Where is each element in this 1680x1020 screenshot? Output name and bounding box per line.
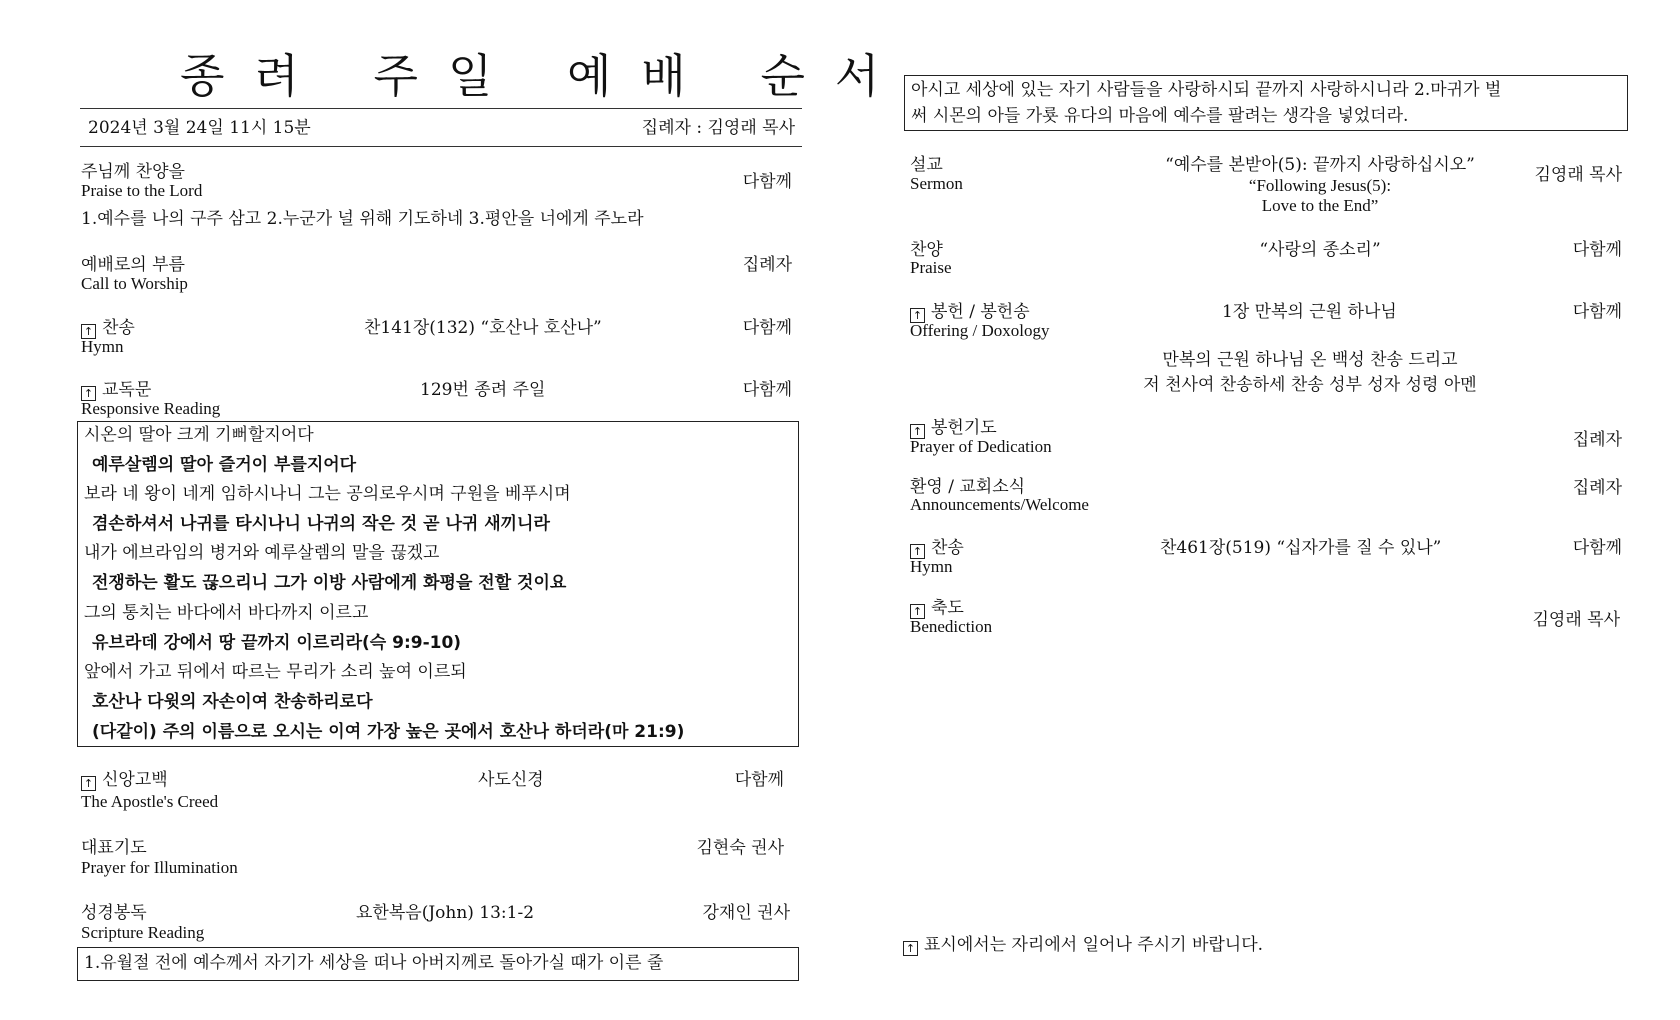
header-top-rule <box>80 108 802 109</box>
scripture-continued-line: 아시고 세상에 있는 자기 사람들을 사랑하시되 끝까지 사랑하시니라 2.마귀가 벌 <box>911 80 1502 100</box>
item-reading-en: Responsive Reading <box>81 399 221 418</box>
service-date: 2024년 3월 24일 11시 15분 <box>88 118 311 138</box>
praise-song-list: 1.예수를 나의 구주 삼고 2.누군가 널 위해 기도하네 3.평안을 너에게 주노라 <box>81 209 644 229</box>
item-hymn-2-en: Hymn <box>910 557 953 576</box>
item-praise-2-en: Praise <box>910 258 952 277</box>
sermon-title-en-1: “Following Jesus(5): <box>1248 176 1392 195</box>
reading-line-people: 호산나 다윗의 자손이여 찬송하리로다 <box>92 692 373 712</box>
up-arrow-box-icon: ↑ <box>903 941 918 956</box>
up-arrow-box-icon: ↑ <box>81 776 96 791</box>
item-praise-who: 다함께 <box>742 172 792 192</box>
item-welcome-ko: 환영 / 교회소식 <box>910 477 1026 497</box>
item-dedication-ko: 봉헌기도 <box>931 418 997 438</box>
up-arrow-box-icon: ↑ <box>910 308 925 323</box>
item-benediction-who: 김영래 목사 <box>1532 610 1620 630</box>
item-offering-detail: 1장 만복의 근원 하나님 <box>1222 302 1397 322</box>
item-reading-ko: 교독문 <box>102 380 152 400</box>
item-dedication-who: 집례자 <box>1572 430 1622 450</box>
item-scripture-who: 강재인 권사 <box>702 903 790 923</box>
item-praise-2-detail: “사랑의 종소리” <box>1259 240 1381 260</box>
up-arrow-box-icon: ↑ <box>910 604 925 619</box>
doxology-lyric-line: 저 천사여 찬송하세 찬송 성부 성자 성령 아멘 <box>1143 375 1477 395</box>
item-creed-ko: 신앙고백 <box>102 770 168 790</box>
item-prayer-ko: 대표기도 <box>81 838 147 858</box>
page-title: 종려 주일 예배 순서 <box>180 49 910 103</box>
reading-line-people: 예루살렘의 딸아 즐거이 부를지어다 <box>92 455 357 475</box>
item-benediction-en: Benediction <box>910 617 993 636</box>
item-dedication-en: Prayer of Dedication <box>910 437 1052 456</box>
item-scripture-en: Scripture Reading <box>81 923 205 942</box>
up-arrow-box-icon: ↑ <box>81 386 96 401</box>
item-offering-en: Offering / Doxology <box>910 321 1050 340</box>
item-praise-2-ko: 찬양 <box>910 240 943 260</box>
reading-line-leader: 앞에서 가고 뒤에서 따르는 무리가 소리 높여 이르되 <box>84 662 467 682</box>
item-praise-2-who: 다함께 <box>1572 240 1622 260</box>
standing-footnote <box>903 935 1263 956</box>
scripture-continued-line: 써 시몬의 아들 가룟 유다의 마음에 예수를 팔려는 생각을 넣었더라. <box>911 106 1409 126</box>
item-sermon-who: 김영래 목사 <box>1534 165 1622 185</box>
item-praise-en: Praise to the Lord <box>81 181 203 200</box>
item-hymn-2-detail: 찬461장(519) “십자가를 질 수 있나” <box>1160 538 1442 558</box>
scripture-text-line: 1.유월절 전에 예수께서 자기가 세상을 떠나 아버지께로 돌아가실 때가 이른 줄 <box>84 953 664 973</box>
item-call-en: Call to Worship <box>81 274 188 293</box>
item-sermon-ko: 설교 <box>910 155 943 175</box>
item-offering-ko: 봉헌 / 봉헌송 <box>931 302 1030 322</box>
item-creed-who: 다함께 <box>734 770 784 790</box>
item-creed-detail: 사도신경 <box>478 770 544 790</box>
item-benediction-ko: 축도 <box>931 598 964 618</box>
reading-line-people: 겸손하셔서 나귀를 타시나니 나귀의 작은 것 곧 나귀 새끼니라 <box>92 514 550 534</box>
item-hymn-1-en: Hymn <box>81 337 124 356</box>
item-hymn-1-who: 다함께 <box>742 318 792 338</box>
reading-line-leader: 내가 에브라임의 병거와 예루살렘의 말을 끊겠고 <box>84 543 440 563</box>
responsive-reading-box <box>77 421 799 747</box>
reading-line-people: 유브라데 강에서 땅 끝까지 이르리라(슥 9:9-10) <box>92 633 462 653</box>
doxology-lyric-line: 만복의 근원 하나님 온 백성 찬송 드리고 <box>1162 350 1458 370</box>
up-arrow-box-icon: ↑ <box>81 324 96 339</box>
item-call-ko: 예배로의 부름 <box>81 255 185 275</box>
item-hymn-1-ko: 찬송 <box>102 318 135 338</box>
item-welcome-en: Announcements/Welcome <box>910 495 1089 514</box>
item-scripture-ko: 성경봉독 <box>81 903 147 923</box>
sermon-title-ko: “예수를 본받아(5): 끝까지 사랑하십시오” <box>1165 155 1475 175</box>
item-hymn-2-ko: 찬송 <box>931 538 964 558</box>
reading-line-leader: 그의 통치는 바다에서 바다까지 이르고 <box>84 603 369 623</box>
reading-line-people: 전쟁하는 활도 끊으리니 그가 이방 사람에게 화평을 전할 것이요 <box>92 573 567 593</box>
item-welcome-who: 집례자 <box>1572 478 1622 498</box>
item-creed-en: The Apostle's Creed <box>81 792 219 811</box>
scripture-text-box <box>77 947 799 981</box>
item-reading-who: 다함께 <box>742 380 792 400</box>
up-arrow-box-icon: ↑ <box>910 424 925 439</box>
item-offering-who: 다함께 <box>1572 302 1622 322</box>
item-prayer-en: Prayer for Illumination <box>81 858 238 877</box>
up-arrow-box-icon: ↑ <box>910 544 925 559</box>
item-hymn-2-who: 다함께 <box>1572 538 1622 558</box>
reading-line-leader: 보라 네 왕이 네게 임하시나니 그는 공의로우시며 구원을 베푸시며 <box>84 484 571 504</box>
reading-line-leader: 시온의 딸아 크게 기뻐할지어다 <box>84 425 314 445</box>
scripture-continued-box <box>904 75 1628 131</box>
reading-line-all: (다같이) 주의 이름으로 오시는 이여 가장 높은 곳에서 호산나 하더라(마 21:9) <box>92 722 685 742</box>
item-scripture-detail: 요한복음(John) 13:1-2 <box>356 903 535 923</box>
officiant: 집례자 : 김영래 목사 <box>641 118 795 138</box>
item-prayer-who: 김현숙 권사 <box>696 838 784 858</box>
item-reading-detail: 129번 종려 주일 <box>420 380 546 400</box>
header-bottom-rule <box>80 146 802 147</box>
footnote-text: 표시에서는 자리에서 일어나 주시기 바랍니다. <box>924 935 1264 955</box>
item-praise-ko: 주님께 찬양을 <box>81 162 185 182</box>
item-hymn-1-detail: 찬141장(132) “호산나 호산나” <box>364 318 602 338</box>
item-call-who: 집례자 <box>742 255 792 275</box>
sermon-title-en-2: Love to the End” <box>1261 196 1379 215</box>
item-sermon-en: Sermon <box>910 174 963 193</box>
